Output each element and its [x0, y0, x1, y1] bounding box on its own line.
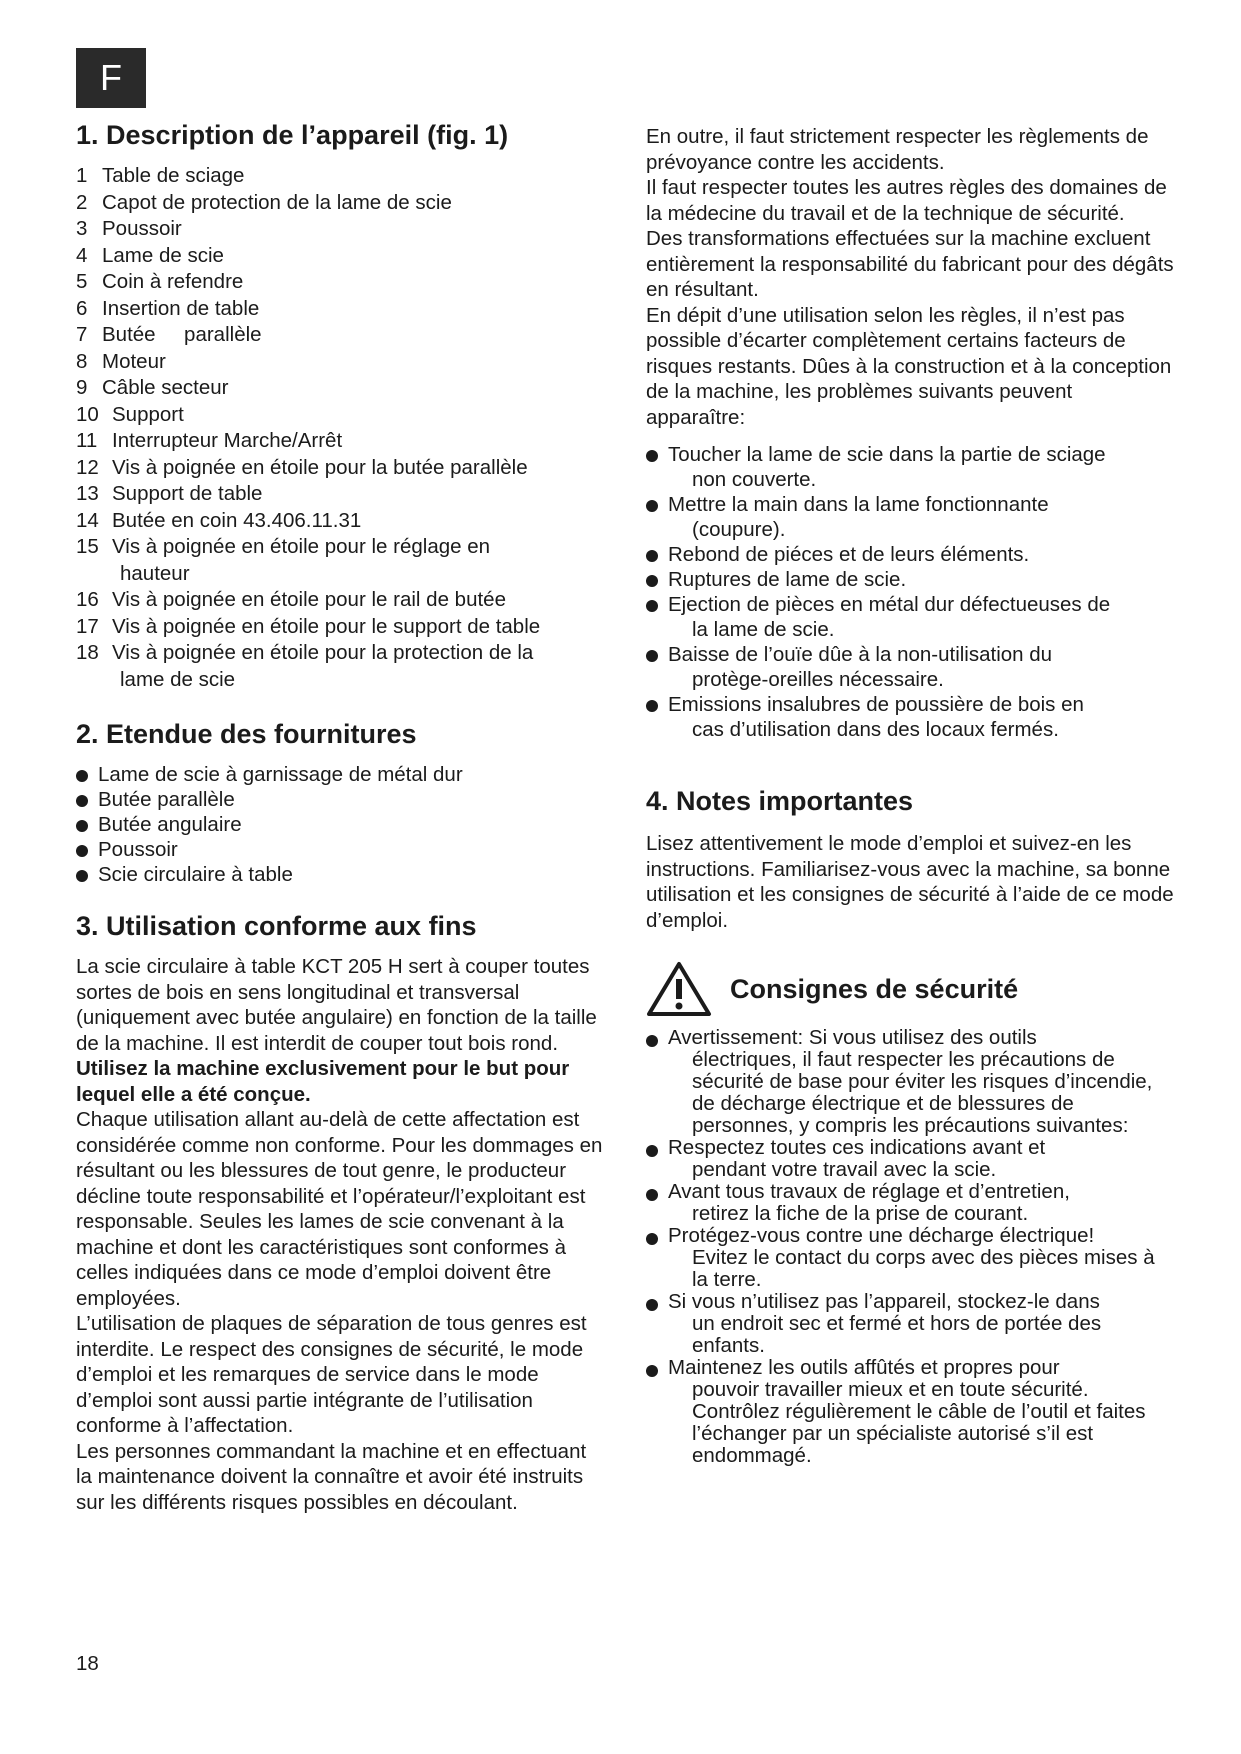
safety-list [646, 1027, 1176, 1467]
bullet-item [646, 1357, 1176, 1467]
bullet-text: Butée parallèle [98, 788, 235, 811]
item-number: 5 [76, 270, 88, 293]
section3-paragraph: Les personnes commandant la machine et en effectuant la maintenance doivent la connaître et avoir été instruits sur les différents risques possibles en découlant. [76, 1439, 587, 1514]
item-number: 14 [76, 508, 99, 532]
bullet-icon [646, 600, 658, 612]
bullet-text: Scie circulaire à table [98, 863, 293, 886]
bullet-text: Maintenez les outils affûtés et propres pour [668, 1356, 1060, 1379]
item-label: Capot de protection de la lame de scie [102, 190, 452, 214]
item-number: 4 [76, 243, 88, 267]
language-tab: F [76, 48, 146, 108]
bullet-body [668, 592, 1176, 642]
section3-paragraph: L’utilisation de plaques de séparation de tous genres est interdite. Le respect des consignes de sécurité, le mode d’emploi et les remarques de service dans le mode d’emploi sont aussi partie intégrante de l’utilisation conforme à l’affectation. [76, 1312, 587, 1437]
bullet-text-continuation: (coupure). [692, 518, 786, 541]
bullet-icon [646, 450, 658, 462]
parts-list-item [76, 243, 606, 270]
item-number: 18 [76, 641, 99, 664]
safety-title: Consignes de sécurité [730, 973, 1019, 1004]
item-number: 12 [76, 455, 99, 479]
section4-title: 4. Notes importantes [646, 786, 914, 816]
bullet-body [668, 542, 1176, 567]
item-label: Coin à refendre [102, 270, 244, 293]
item-label: Vis à poignée en étoile pour le réglage en [112, 535, 491, 558]
bullet-icon [76, 770, 88, 782]
rules-text [646, 124, 1176, 430]
parts-list-item [76, 614, 606, 641]
bullet-icon [646, 1035, 658, 1047]
bullet-text-continuation: la lame de scie. [692, 618, 835, 641]
item-number: 6 [76, 296, 88, 320]
bullet-text: Butée angulaire [98, 813, 242, 836]
parts-list-item [76, 587, 606, 614]
bullet-text-continuation: pouvoir travailler mieux et en toute sécurité. Contrôlez régulièrement le câble de l’outil et faites l’échanger par un spécialiste autorisé s’il est endommagé. [692, 1378, 1146, 1467]
bullet-icon [646, 1233, 658, 1245]
parts-list-item [76, 402, 606, 429]
item-label: Table de sciage [102, 164, 245, 187]
bullet-icon [76, 870, 88, 882]
bullet-item [76, 787, 606, 812]
item-number: 15 [76, 535, 99, 558]
item-label: Butée en coin 43.406.11.31 [112, 508, 362, 532]
bullet-text-continuation: non couverte. [692, 468, 817, 491]
bullet-item [76, 837, 606, 862]
bullet-item [646, 1225, 1176, 1291]
bullet-icon [646, 650, 658, 662]
bullet-body [668, 1291, 1176, 1357]
item-label: Interrupteur Marche/Arrêt [112, 429, 343, 452]
item-label: Support [112, 402, 184, 426]
bullet-text: Ejection de pièces en métal dur défectueuses de [668, 593, 1111, 616]
section3-title: 3. Utilisation conforme aux fins [76, 911, 477, 941]
parts-list-item [76, 322, 606, 349]
item-number: 8 [76, 349, 88, 373]
section4-text: Lisez attentivement le mode d’emploi et suivez-en les instructions. Familiarisez-vous avec la machine, sa bonne utilisation et les consignes de sécurité à l’aide de ce mode d’emploi. [646, 832, 1174, 932]
bullet-icon [646, 700, 658, 712]
parts-list-item [76, 190, 606, 217]
bullet-item [646, 1137, 1176, 1181]
bullet-item [646, 1181, 1176, 1225]
item-label: Insertion de table [102, 296, 260, 320]
parts-list-item [76, 534, 606, 561]
bullet-icon [76, 820, 88, 832]
parts-list-item [76, 296, 606, 323]
bullet-icon [76, 845, 88, 857]
bullet-text-continuation: retirez la fiche de la prise de courant. [692, 1202, 1029, 1225]
bullet-item [646, 567, 1176, 592]
risk-list [646, 442, 1176, 742]
bullet-text: Avant tous travaux de réglage et d’entretien, [668, 1180, 1070, 1203]
bullet-item [76, 862, 606, 887]
bullet-body [668, 1357, 1176, 1467]
bullet-body [668, 442, 1176, 492]
rules-paragraph: Il faut respecter toutes les autres règles des domaines de la médecine du travail et de la technique de sécurité. [646, 176, 1167, 225]
bullet-text: Avertissement: Si vous utilisez des outils [668, 1026, 1037, 1049]
bullet-body [668, 567, 1176, 592]
parts-list-item [76, 349, 606, 376]
bullet-text-continuation: un endroit sec et fermé et hors de portée des enfants. [692, 1312, 1102, 1357]
section3-body [76, 954, 606, 1515]
bullet-item [646, 542, 1176, 567]
bullet-icon [76, 795, 88, 807]
warning-triangle-icon [646, 961, 712, 1017]
item-number: 16 [76, 588, 99, 611]
bullet-body [668, 1181, 1176, 1225]
item-label: Câble secteur [102, 376, 229, 399]
parts-list-item [76, 455, 606, 482]
section3-bold-text: Utilisez la machine exclusivement pour le but pour lequel elle a été conçue. [76, 1057, 570, 1106]
item-number: 1 [76, 164, 88, 187]
safety-header [646, 961, 1176, 1017]
bullet-body [668, 1225, 1176, 1291]
bullet-item [646, 642, 1176, 692]
bullet-text-continuation: électriques, il faut respecter les précautions de sécurité de base pour éviter les risques d’incendie, de décharge électrique et de blessures de personnes, y compris les précautions suivantes: [692, 1048, 1153, 1137]
bullet-item [646, 592, 1176, 642]
right-column [646, 124, 1176, 1467]
bullet-text: Protégez-vous contre une décharge électrique! [668, 1224, 1095, 1247]
section3-paragraph: Chaque utilisation allant au-delà de cette affectation est considérée comme non conforme. Pour les dommages en résultant ou les blessures de tout genre, le producteur décline toute responsabilité et l’opérateur/l’exploitant est responsable. Seules les lames de scie convenant à la machine et dont les caractéristiques sont conformes à celles indiquées dans ce mode d’emploi doivent être employées. [76, 1108, 603, 1310]
bullet-text-continuation: cas d’utilisation dans des locaux fermés. [692, 718, 1059, 741]
bullet-item [76, 762, 606, 787]
page-number: 18 [76, 1652, 99, 1675]
rules-paragraph: En outre, il faut strictement respecter les règlements de prévoyance contre les accidents. [646, 125, 1149, 174]
bullet-icon [646, 1145, 658, 1157]
item-number: 9 [76, 376, 88, 399]
parts-list-item [76, 508, 606, 535]
item-label: Vis à poignée en étoile pour le rail de butée [112, 588, 506, 611]
item-label: Moteur [102, 349, 166, 373]
bullet-item [646, 1291, 1176, 1357]
bullet-item [646, 492, 1176, 542]
item-number: 10 [76, 402, 99, 426]
bullet-body [668, 692, 1176, 742]
item-label: Vis à poignée en étoile pour la protection de la [112, 641, 534, 664]
bullet-icon [646, 500, 658, 512]
bullet-text: Emissions insalubres de poussière de bois en [668, 693, 1084, 716]
item-label: Vis à poignée en étoile pour le support de table [112, 614, 541, 638]
parts-list-item-continuation: hauteur [120, 561, 190, 585]
item-number: 13 [76, 482, 99, 505]
parts-list-item [76, 216, 606, 243]
item-label: Poussoir [102, 217, 182, 240]
item-number: 17 [76, 614, 99, 638]
section3-paragraph [76, 954, 606, 1107]
item-label: Vis à poignée en étoile pour la butée parallèle [112, 455, 528, 479]
bullet-item [646, 442, 1176, 492]
bullet-body [668, 492, 1176, 542]
item-label: Support de table [112, 482, 263, 505]
bullet-text: Respectez toutes ces indications avant et [668, 1136, 1046, 1159]
parts-list-item [76, 163, 606, 190]
bullet-icon [646, 550, 658, 562]
parts-list [76, 163, 606, 693]
rules-paragraph: En dépit d’une utilisation selon les règles, il n’est pas possible d’écarter complètement certains facteurs de risques restants. Dûes à la construction et à la conception de la machine, les problèmes suivants peuvent apparaître: [646, 303, 1172, 429]
item-label: Lame de scie [102, 243, 224, 267]
bullet-item [76, 812, 606, 837]
parts-list-item [76, 428, 606, 455]
bullet-text: Ruptures de lame de scie. [668, 568, 907, 591]
section1-title: 1. Description de l’appareil (fig. 1) [76, 120, 509, 150]
parts-list-item-continuation: lame de scie [120, 667, 236, 691]
item-number: 11 [76, 429, 98, 452]
parts-list-item [76, 375, 606, 402]
bullet-icon [646, 1189, 658, 1201]
bullet-icon [646, 1365, 658, 1377]
bullet-icon [646, 575, 658, 587]
bullet-text-continuation: pendant votre travail avec la scie. [692, 1158, 997, 1181]
item-number: 3 [76, 217, 88, 240]
left-column [76, 120, 606, 1515]
bullet-body [668, 1137, 1176, 1181]
section3-text: La scie circulaire à table KCT 205 H sert à couper toutes sortes de bois en sens longitudinal et transversal (uniquement avec butée angulaire) en fonction de la taille de la machine. Il est interdit de couper tout bois rond. [76, 955, 597, 1055]
bullet-text-continuation: Evitez le contact du corps avec des pièces mises à la terre. [692, 1246, 1155, 1291]
bullet-text-continuation: protège-oreilles nécessaire. [692, 668, 944, 691]
rules-paragraph: Des transformations effectuées sur la machine excluent entièrement la responsabilité du fabricant pour des dégâts en résultant. [646, 227, 1174, 301]
item-label: Butée parallèle [102, 323, 262, 346]
bullet-text: Mettre la main dans la lame fonctionnante [668, 493, 1049, 516]
bullet-item [646, 692, 1176, 742]
bullet-body [668, 1027, 1176, 1137]
bullet-text: Rebond de piéces et de leurs éléments. [668, 543, 1030, 566]
bullet-text: Toucher la lame de scie dans la partie de sciage [668, 443, 1106, 466]
bullet-icon [646, 1299, 658, 1311]
supply-list [76, 762, 606, 887]
bullet-body [668, 642, 1176, 692]
section2-title: 2. Etendue des fournitures [76, 719, 417, 749]
parts-list-item [76, 640, 606, 667]
parts-list-item [76, 481, 606, 508]
bullet-text: Lame de scie à garnissage de métal dur [98, 763, 463, 786]
item-number: 2 [76, 190, 88, 214]
parts-list-item [76, 269, 606, 296]
bullet-item [646, 1027, 1176, 1137]
bullet-text: Si vous n’utilisez pas l’appareil, stockez-le dans [668, 1290, 1100, 1313]
bullet-text: Poussoir [98, 838, 178, 861]
item-number: 7 [76, 323, 88, 346]
bullet-text: Baisse de l’ouïe dûe à la non-utilisation du [668, 643, 1053, 666]
